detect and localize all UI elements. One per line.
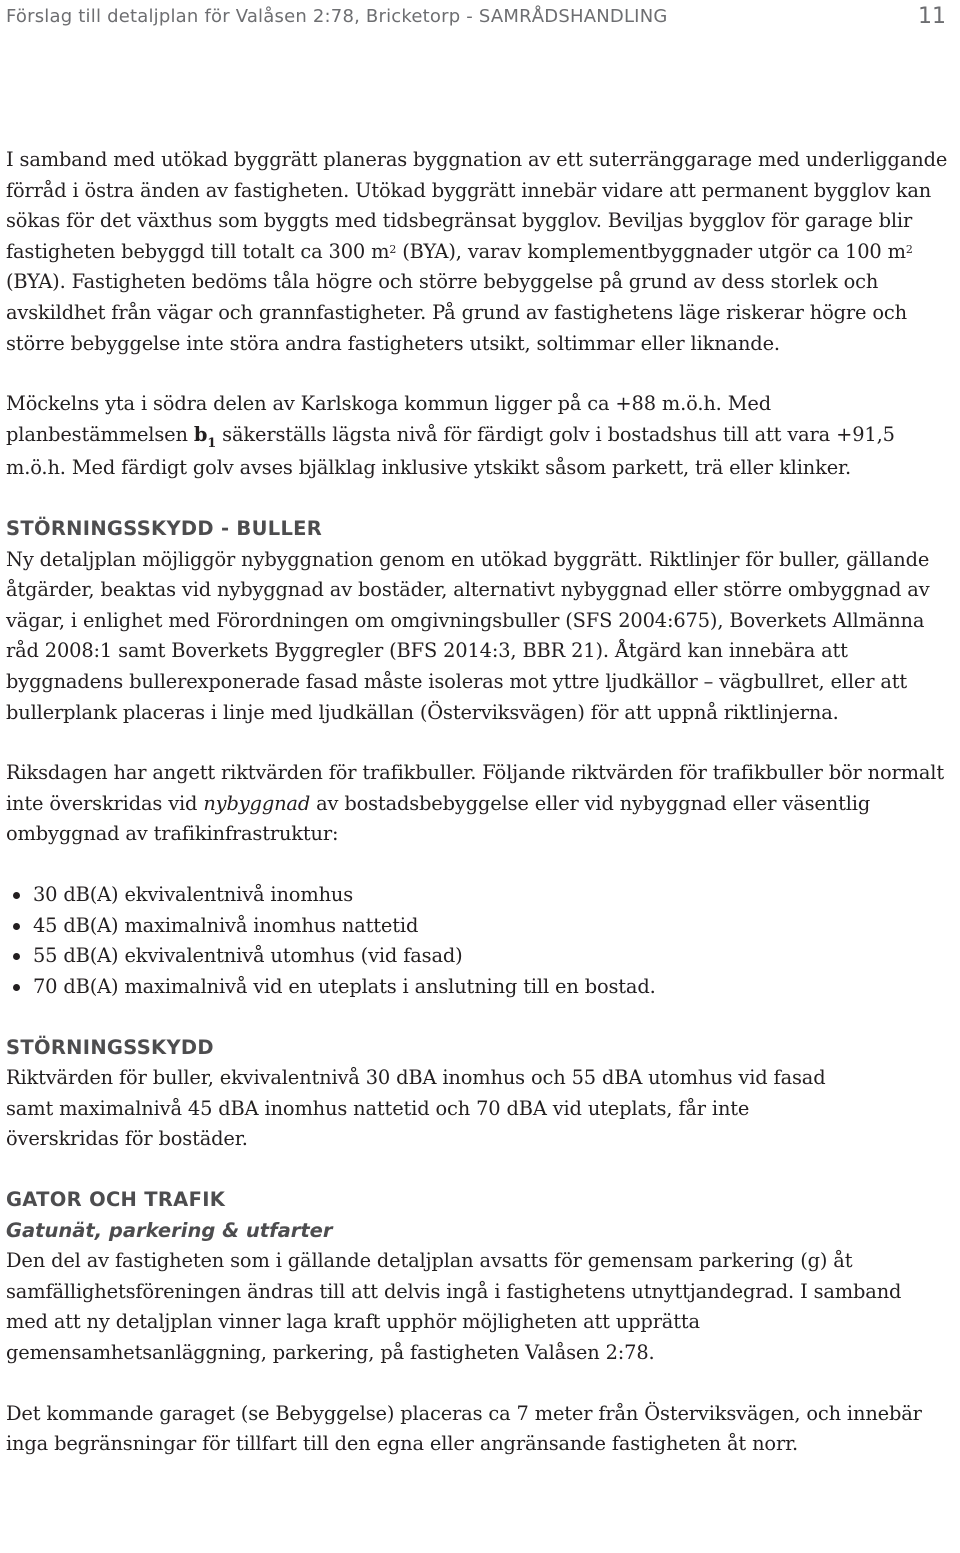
document-title: Förslag till detaljplan för Valåsen 2:78, Bricketorp - SAMRÅDSHANDLING: [6, 6, 668, 27]
page-number: 11: [918, 4, 946, 29]
list-item: 30 dB(A) ekvivalentnivå inomhus: [6, 880, 958, 911]
noise-heading: STÖRNINGSSKYDD - BULLER: [6, 516, 323, 540]
list-item: 45 dB(A) maximalnivå inomhus nattetid: [6, 911, 958, 942]
list-item: 70 dB(A) maximalnivå vid en uteplats i anslutning till en bostad.: [6, 972, 958, 1003]
document-body: [6, 145, 958, 1460]
traffic-noise-paragraph: Riksdagen har angett riktvärden för trafikbuller. Följande riktvärden för trafikbuller bör normalt inte överskridas vid nybyggnad av bostadsbebyggelse eller vid nybyggnad eller väsentlig ombyggnad av trafikinfrastruktur:: [6, 761, 944, 846]
floor-level-paragraph: Möckelns yta i södra delen av Karlskoga kommun ligger på ca +88 m.ö.h. Med planbestämmelsen $b_1$ säkerställs lägsta nivå för färdigt golv i bostadshus till att vara +91,5 m.ö.h. Med färdigt golv avses bjälklag inklusive ytskikt såsom parkett, trä eller klinker.: [6, 392, 895, 480]
page-header: [0, 0, 960, 40]
bullet-icon: [13, 984, 20, 991]
parking-paragraph: Den del av fastigheten som i gällande detaljplan avsatts för gemensam parkering (g) åt samfällighetsföreningen ändras till att delvis ingå i fastighetens utnyttjandegrad. I samband med att ny detaljplan vinner laga kraft upphör möjligheten att upprätta gemensamhetsanläggning, parkering, på fastigheten Valåsen 2:78.: [6, 1249, 902, 1365]
superscript-2: 2: [389, 242, 397, 256]
plan-regulation-subscript: 1: [207, 435, 217, 451]
traffic-subheading: Gatunät, parkering & utfarter: [6, 1218, 333, 1242]
protection-paragraph: Riktvärden för buller, ekvivalentnivå 30 dBA inomhus och 55 dBA utomhus vid fasad samt maximalnivå 45 dBA inomhus nattetid och 70 dBA vid uteplats, får inte överskridas för bostäder.: [6, 1066, 826, 1151]
building-rights-paragraph: I samband med utökad byggrätt planeras byggnation av ett suterränggarage med underliggande förråd i östra änden av fastigheten. Utökad byggrätt innebär vidare att permanent bygglov kan sökas för det växthus som byggts med tidsbegränsat bygglov. Beviljas bygglov för garage blir fastigheten bebyggd till totalt ca 300 $m^2$ (BYA), varav komplementbyggnader utgör ca 100 $m^2$ (BYA). Fastigheten bedöms tåla högre och större bebyggelse på grund av dess storlek och avskildhet från vägar och grannfastigheter. På grund av fastighetens läge riskerar högre och större bebyggelse inte störa andra fastigheters utsikt, soltimmar eller liknande.: [6, 148, 948, 355]
garage-paragraph: Det kommande garaget (se Bebyggelse) placeras ca 7 meter från Österviksvägen, och innebär inga begränsningar för tillfart till den egna eller angränsande fastigheten åt norr.: [6, 1401, 922, 1456]
bullet-icon: [13, 892, 20, 899]
noise-limits-list: [6, 880, 958, 1003]
bullet-icon: [13, 923, 20, 930]
bullet-icon: [13, 953, 20, 960]
plan-regulation-mark: b: [193, 422, 208, 446]
protection-heading: STÖRNINGSSKYDD: [6, 1035, 214, 1059]
superscript-2: 2: [905, 242, 913, 256]
list-item: 55 dB(A) ekvivalentnivå utomhus (vid fasad): [6, 941, 958, 972]
noise-guidelines-paragraph: Ny detaljplan möjliggör nybyggnation genom en utökad byggrätt. Riktlinjer för buller, gällande åtgärder, beaktas vid nybyggnad av bostäder, alternativt nybyggnad eller större ombyggnad av vägar, i enlighet med Förordningen om omgivningsbuller (SFS 2004:675), Boverkets Allmänna råd 2008:1 samt Boverkets Byggregler (BFS 2014:3, BBR 21). Åtgärd kan innebära att byggnadens bullerexponerade fasad måste isoleras mot yttre ljudkällor – vägbullret, eller att bullerplank placeras i linje med ljudkällan (Österviksvägen) för att uppnå riktlinjerna.: [6, 547, 930, 724]
traffic-heading: GATOR OCH TRAFIK: [6, 1188, 226, 1212]
